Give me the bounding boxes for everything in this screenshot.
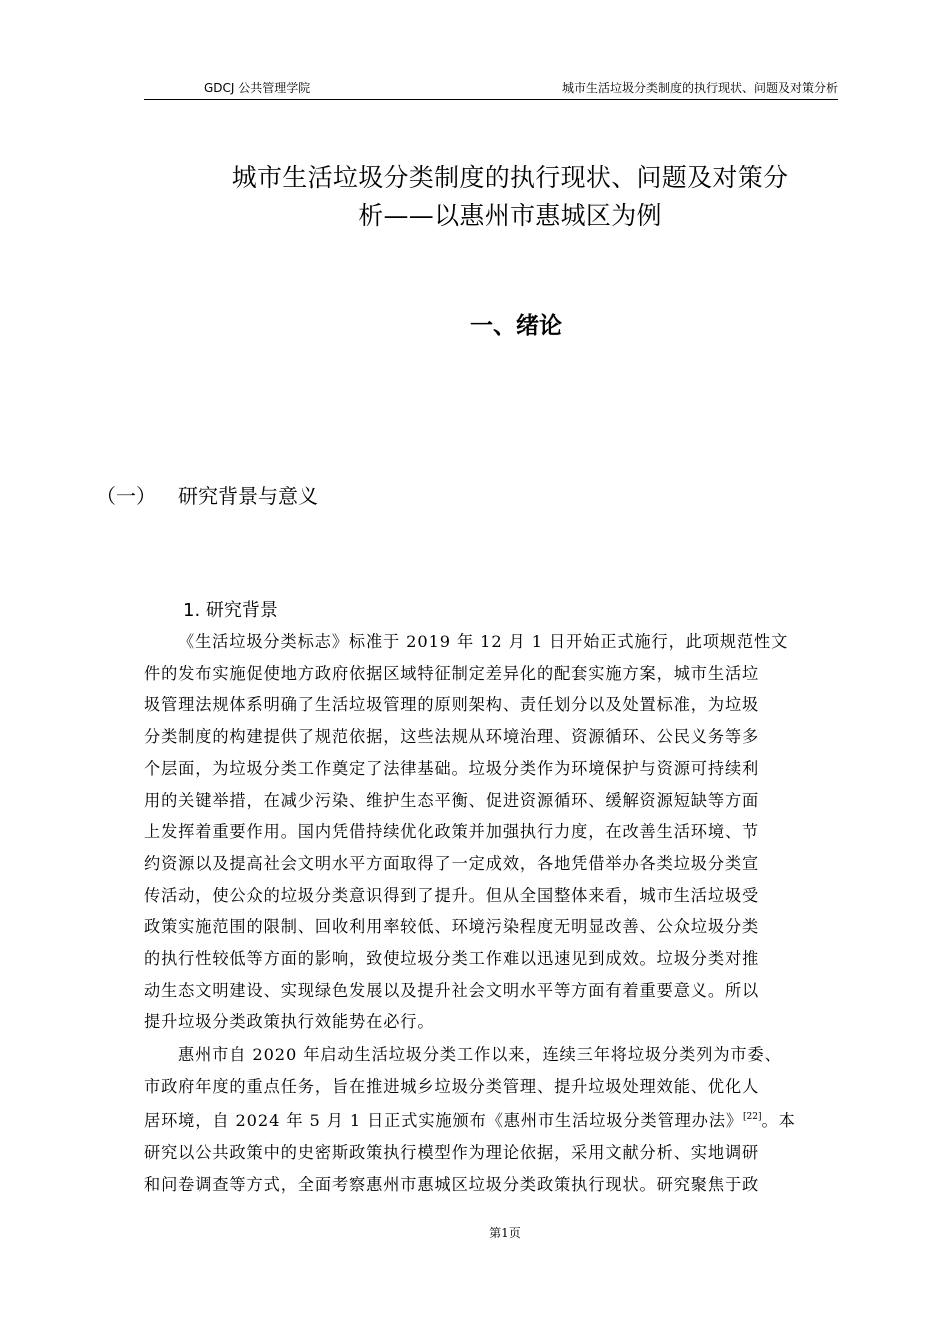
section-number: （一） [96,484,156,508]
title-line-2: 析——以惠州市惠城区为例 [358,201,662,230]
paragraph-line: 圾管理法规体系明确了生活垃圾管理的原则架构、责任划分以及处置标准，为垃圾 [144,695,760,715]
subsection-heading: 1. 研究背景 [183,600,278,621]
chapter-heading: 一、绪论 [470,313,562,339]
paragraph-line: 用的关键举措，在减少污染、维护生态平衡、促进资源循环、缓解资源短缺等方面 [144,790,760,810]
page-number: 第1页 [489,1226,521,1240]
paragraph-line: 政策实施范围的限制、回收利用率较低、环境污染程度无明显改善、公众垃圾分类 [144,917,760,937]
header-school: GDCJ 公共管理学院 [204,81,311,95]
paragraph-text: 。本 [761,1111,796,1131]
title-line-1: 城市生活垃圾分类制度的执行现状、问题及对策分 [231,163,789,192]
paragraph-line: 提升垃圾分类政策执行效能势在必行。 [144,1012,435,1032]
paragraph-line: 的执行性较低等方面的影响，致使垃圾分类工作难以迅速见到成效。垃圾分类对推 [144,949,760,969]
paragraph-line: 研究以公共政策中的史密斯政策执行模型作为理论依据，采用文献分析、实地调研 [144,1143,760,1163]
paragraph-1 [144,626,856,1038]
section-label: 研究背景与意义 [178,484,318,508]
paragraph-line: 《生活垃圾分类标志》标准于 2019 年 12 月 1 日开始正式施行，此项规范性文 [178,632,789,651]
document-title [150,159,870,235]
paragraph-line: 市政府年度的重点任务，旨在推进城乡垃圾分类管理、提升垃圾处理效能、优化人 [144,1076,760,1096]
paragraph-line: 惠州市自 2020 年启动生活垃圾分类工作以来，连续三年将垃圾分类列为市委、 [178,1045,782,1064]
paragraph-2 [144,1039,856,1201]
section-heading [96,480,318,509]
paragraph-line [144,1102,856,1137]
paragraph-text: 居环境，自 2024 年 5 月 1 日正式实施颁布《惠州市生活垃圾分类管理办法》 [144,1111,744,1131]
paragraph-line: 分类制度的构建提供了规范依据，这些法规从环境治理、资源循环、公民义务等多 [144,727,760,747]
paragraph-line: 和问卷调查等方式，全面考察惠州市惠城区垃圾分类政策执行现状。研究聚焦于政 [144,1174,760,1194]
header-running-title: 城市生活垃圾分类制度的执行现状、问题及对策分析 [561,81,838,95]
paragraph-line: 上发挥着重要作用。国内凭借持续优化政策并加强执行力度，在改善生活环境、节 [144,822,760,842]
citation-reference[interactable]: [22] [743,1112,762,1123]
paragraph-line: 约资源以及提高社会文明水平方面取得了一定成效，各地凭借举办各类垃圾分类宣 [144,853,760,873]
paragraph-line: 动生态文明建设、实现绿色发展以及提升社会文明水平等方面有着重要意义。所以 [144,980,760,1000]
paragraph-line: 件的发布实施促使地方政府依据区域特征制定差异化的配套实施方案，城市生活垃 [144,663,760,683]
page-header [144,78,838,100]
paragraph-line: 个层面，为垃圾分类工作奠定了法律基础。垃圾分类作为环境保护与资源可持续利 [144,758,760,778]
paragraph-line: 传活动，使公众的垃圾分类意识得到了提升。但从全国整体来看，城市生活垃圾受 [144,885,760,905]
